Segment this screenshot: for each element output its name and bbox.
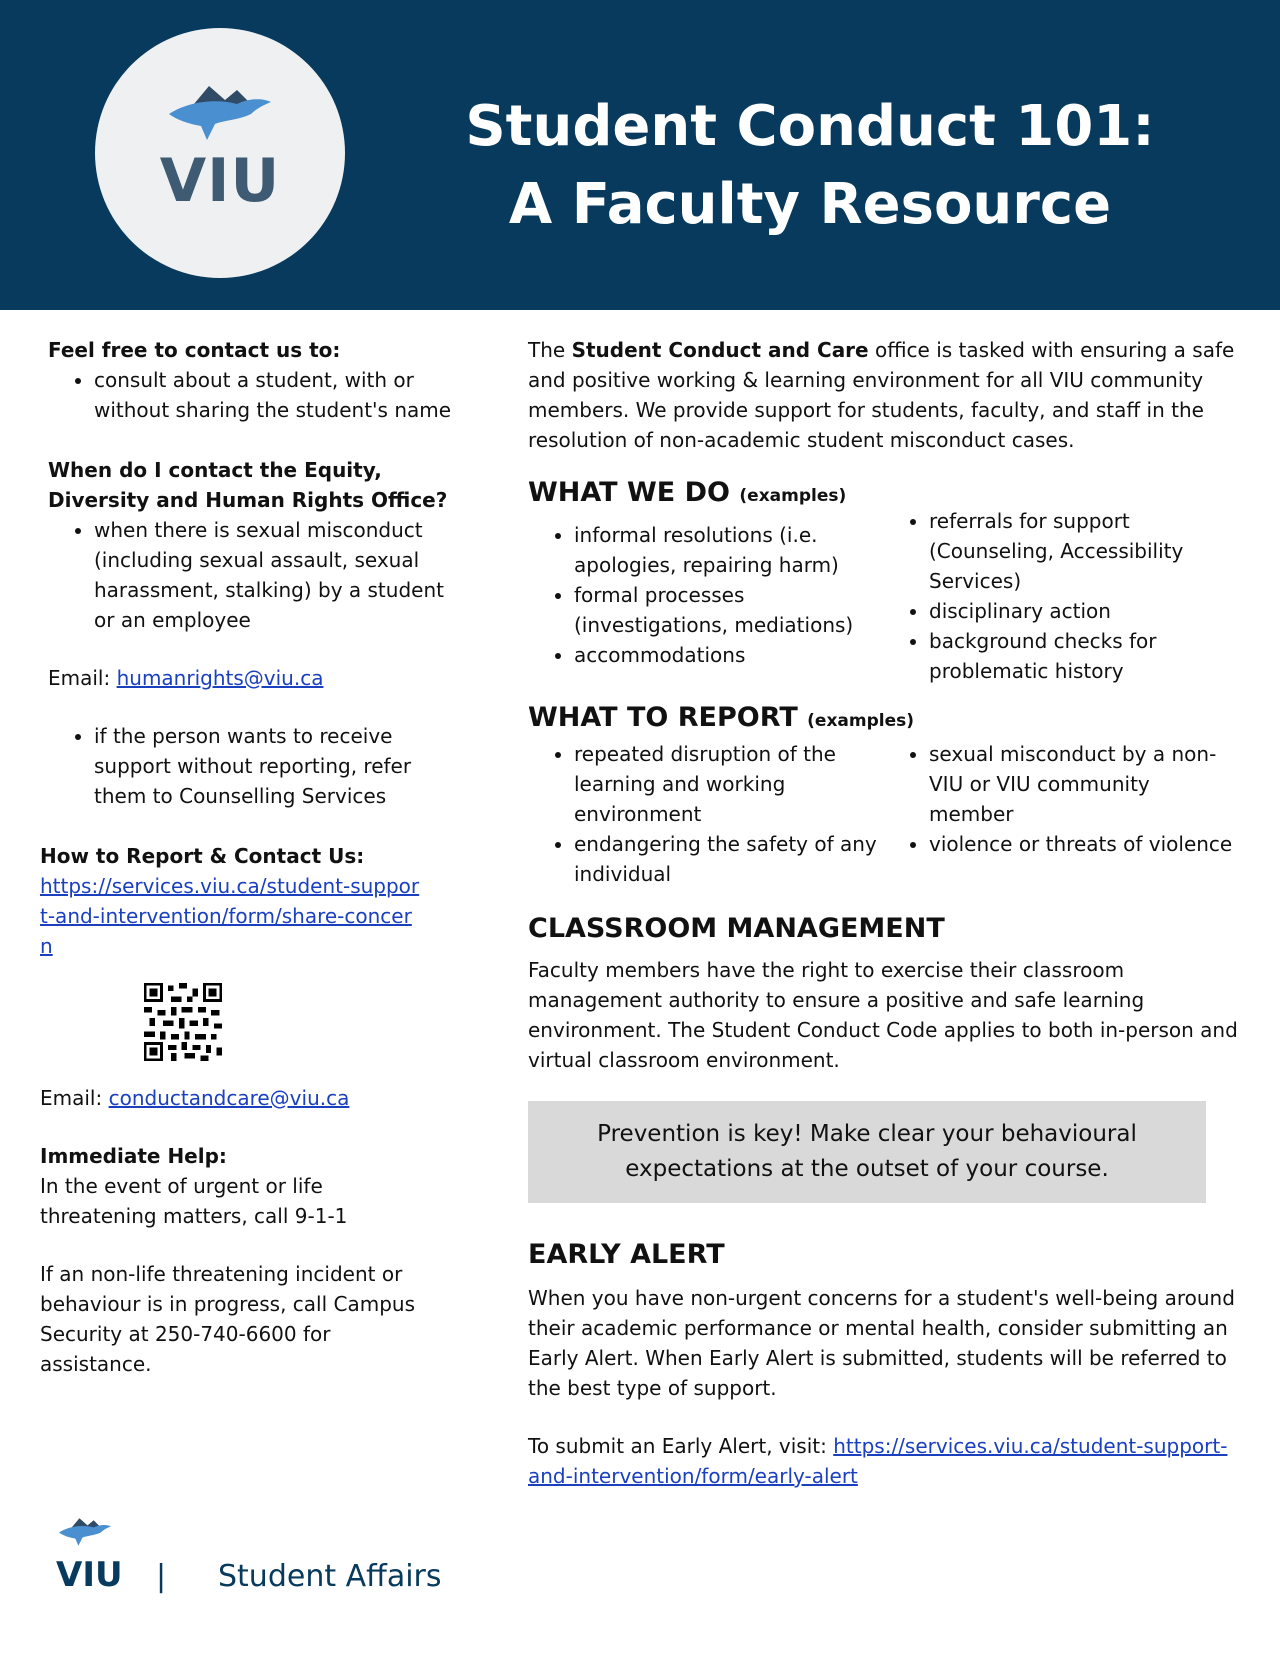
report-heading: How to Report & Contact Us: [40,844,365,868]
list-item: • disciplinary action [929,596,1238,626]
contact-heading: Feel free to contact us to: [48,338,341,362]
hr-email-label: Email: [48,666,111,690]
what-to-report-list-2 [883,739,1238,859]
qr-code-icon[interactable] [144,983,222,1061]
footer-department: Student Affairs [218,1559,442,1594]
conduct-email-line [40,1083,460,1113]
conduct-email-link[interactable]: conductandcare@viu.ca [108,1086,350,1110]
classroom-heading: CLASSROOM MANAGEMENT [528,913,945,944]
intro-text-end: office is tasked with ensuring a safe and positive working & learning environment for all VIU community members. We provide support for students, faculty, and staff in the resolution of non-academic student misconduct cases. [528,338,1235,452]
right-column [528,335,1238,1491]
list-item: • when there is sexual misconduct (including sexual assault, sexual harassment, stalking) by a student or an employee [94,515,460,635]
list-item: • accommodations [574,640,883,670]
contact-list [40,365,460,425]
what-to-report-lists [528,739,1238,889]
title-line-1: Student Conduct 101: [465,94,1155,159]
page-title [380,88,1240,244]
list-item: • if the person wants to receive support without reporting, refer them to Counselling Services [94,721,460,811]
intro-office-name: Student Conduct and Care [571,338,869,362]
equity-list [40,515,460,635]
classroom-text: Faculty members have the right to exercise their classroom management authority to ensure a positive and safe learning environment. The Student Conduct Code applies to both in-person and virtual classroom environment. [528,958,1238,1072]
intro-paragraph [528,335,1238,455]
prevention-callout: Prevention is key! Make clear your behavioural expectations at the outset of your course. [528,1101,1206,1203]
left-column [40,335,460,1379]
list-item: • violence or threats of violence [929,829,1238,859]
early-alert-visit-label: To submit an Early Alert, visit: [528,1434,834,1458]
footer-viu-text: VIU [56,1555,123,1595]
early-alert-heading: EARLY ALERT [528,1239,725,1270]
report-url-link[interactable]: https://services.viu.ca/student-support-and-intervention/form/share-concern [40,874,420,958]
help-heading: Immediate Help: [40,1144,227,1168]
viu-logo [95,28,345,278]
what-we-do-subtitle: (examples) [739,486,847,506]
intro-text-start: The [528,338,572,362]
early-alert-visit-line [528,1431,1238,1491]
what-we-do-title: WHAT WE DO [528,477,730,508]
what-to-report-list-1 [528,739,883,889]
viu-bird-icon [167,80,273,146]
list-item: • informal resolutions (i.e. apologies, repairing harm) [574,520,883,580]
list-item: • referrals for support (Counseling, Accessibility Services) [929,506,1238,596]
conduct-email-label: Email: [40,1086,103,1110]
what-we-do-list-2 [883,506,1238,686]
support-list [40,721,460,811]
title-line-2: A Faculty Resource [508,172,1112,237]
what-to-report-heading [528,700,1238,739]
hr-email-line [40,663,460,693]
early-alert-url-link[interactable]: https://services.viu.ca/student-support-and-intervention/form/early-alert [528,1434,1228,1488]
what-to-report-subtitle: (examples) [807,711,915,731]
viu-logo-text: VIU [159,146,281,216]
help-text-2: If an non-life threatening incident or behaviour is in progress, call Campus Security at 250-740-6600 for assistance. [40,1262,416,1376]
footer-separator: | [156,1559,167,1594]
list-item: • background checks for problematic history [929,626,1238,686]
what-to-report-title: WHAT TO REPORT [528,702,798,733]
header-banner [0,0,1280,310]
list-item: • endangering the safety of any individual [574,829,883,889]
early-alert-text: When you have non-urgent concerns for a student's well-being around their academic performance or mental health, consider submitting an Early Alert. When Early Alert is submitted, students will be referred to the best type of support. [528,1286,1235,1400]
help-text-1: In the event of urgent or life threatening matters, call 9-1-1 [40,1174,348,1228]
hr-email-link[interactable]: humanrights@viu.ca [116,666,324,690]
list-item: • consult about a student, with or without sharing the student's name [94,365,460,425]
what-we-do-list-1 [528,520,883,670]
footer-logo [52,1515,472,1595]
list-item: • repeated disruption of the learning and working environment [574,739,883,829]
equity-heading: When do I contact the Equity, Diversity and Human Rights Office? [48,458,448,512]
viu-bird-icon [58,1515,112,1549]
what-we-do-lists [528,509,1238,686]
list-item: • sexual misconduct by a non-VIU or VIU community member [929,739,1238,829]
list-item: • formal processes (investigations, mediations) [574,580,883,640]
